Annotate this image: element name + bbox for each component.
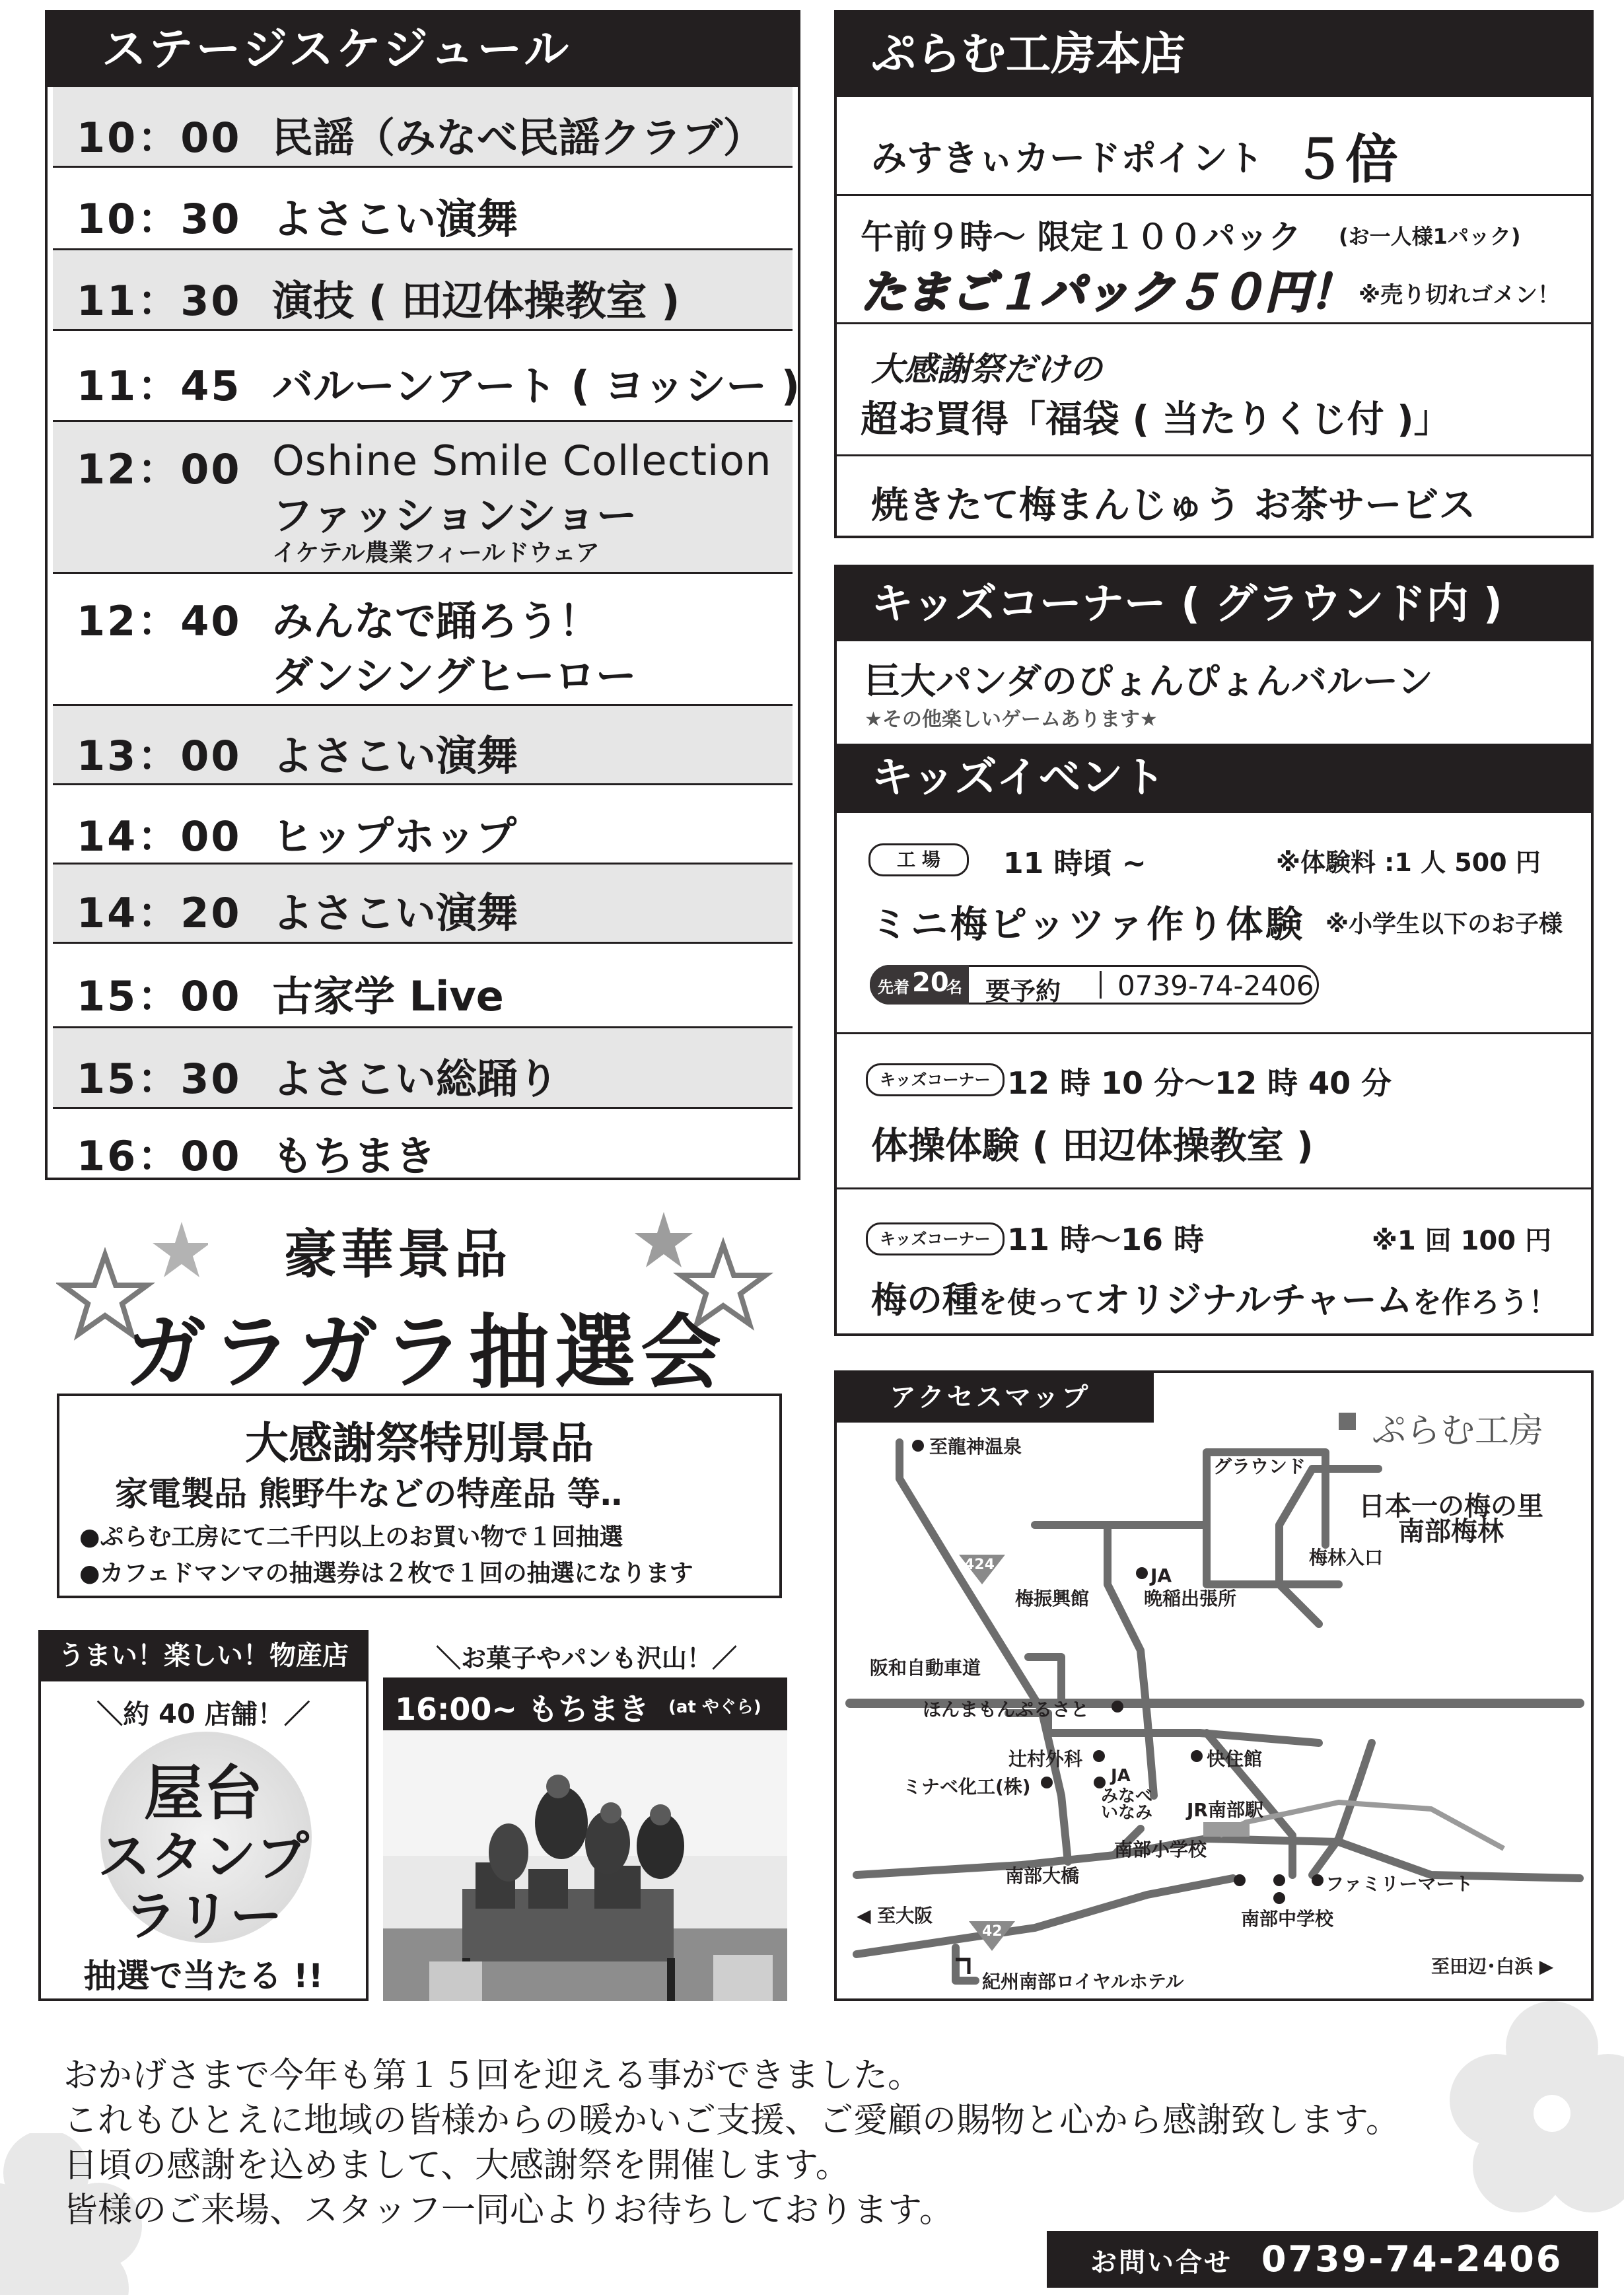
prize-items: 家電製品 熊野牛などの特産品 等‥ <box>115 1475 623 1513</box>
schedule-row <box>53 574 793 706</box>
mochimaki-photo <box>383 1677 787 2001</box>
location-tag: キッズコーナー <box>866 1063 1005 1096</box>
schedule-act: もちまき <box>272 1132 437 1180</box>
event-target: ※小学生以下のお子様 <box>1325 911 1563 938</box>
schedule-time: 16：00 <box>77 1132 242 1180</box>
map-label: ほんまもんぷるさと <box>923 1699 1090 1720</box>
mochimaki-location: (at やぐら) <box>668 1697 761 1717</box>
balloon-note: ★その他楽しいゲームあります★ <box>865 708 1158 731</box>
schedule-row <box>53 87 793 168</box>
egg-time: 午前９時～ 限定１００パック <box>861 218 1302 256</box>
route-424-label: 424 <box>964 1557 995 1573</box>
bussan-big-1: 屋台 <box>144 1759 263 1828</box>
fukubukuro-line1: 大感謝祭だけの <box>871 350 1102 388</box>
schedule-time: 15：30 <box>77 1055 242 1103</box>
logo-mark-icon <box>1339 1413 1356 1430</box>
map-label: 晩稲出張所 <box>1144 1588 1237 1609</box>
map-label: 至龍神温泉 <box>929 1436 1022 1458</box>
event-time: 12 時 10 分～12 時 40 分 <box>1007 1065 1392 1101</box>
map-label: 紀州南部ロイヤルホテル <box>982 1971 1184 1993</box>
plum-blossom-right-decoration <box>1440 2001 1624 2212</box>
schedule-act: 演技 ( 田辺体操教室 ) <box>272 277 680 325</box>
main-store-panel <box>834 10 1594 538</box>
egg-note: ※売り切れゴメン！ <box>1359 282 1561 308</box>
reservation-pill <box>870 965 1319 1005</box>
route-42-label: 42 <box>982 1923 1003 1940</box>
schedule-act: バルーンアート ( ヨッシー ) <box>272 362 800 410</box>
event-title: ミニ梅ピッツァ作り体験 <box>871 903 1306 946</box>
event-title: 体操体験 ( 田辺体操教室 ) <box>871 1125 1314 1168</box>
message-line: 皆様のご来場、スタッフ一同心よりお待ちしております。 <box>63 2191 954 2230</box>
schedule-act: 古家学 Live <box>272 972 504 1020</box>
first-come-label: 先着 <box>878 978 909 997</box>
map-label[interactable]: 至田辺･白浜 ▶ <box>1431 1956 1554 1977</box>
schedule-act: ヒップホップ <box>272 812 517 861</box>
stage-schedule-title: ステージスケジュール <box>48 13 798 87</box>
schedule-act: Oshine Smile Collection <box>272 437 772 485</box>
map-label: ファミリーマート <box>1325 1873 1473 1895</box>
schedule-time: 10：30 <box>77 195 242 243</box>
bussan-prize: 抽選で当たる !! <box>83 1957 324 1995</box>
map-label: JA <box>1111 1766 1131 1786</box>
lottery-heading-large: ガラガラ抽選会 <box>125 1306 726 1399</box>
schedule-row <box>53 331 800 422</box>
kids-event-title: キッズイベント <box>837 744 1591 813</box>
map-label: 日本一の梅の里 <box>1359 1491 1543 1522</box>
schedule-time: 12：00 <box>77 445 242 493</box>
store-fukubukuro-row <box>837 324 1591 456</box>
map-label: JA <box>1150 1565 1172 1586</box>
store-egg-row <box>837 196 1591 324</box>
event-title-part: を使って <box>978 1286 1094 1320</box>
prize-note: ●ぷらむ工房にて二千円以上のお買い物で１回抽選 <box>79 1524 623 1551</box>
kids-corner-title: キッズコーナー ( グラウンド内 ) <box>837 567 1591 641</box>
main-store-title: ぷらむ工房本店 <box>837 13 1591 97</box>
event-title <box>871 1272 1558 1323</box>
map-label: 快住館 <box>1207 1748 1263 1770</box>
kids-event-gymnastics <box>837 1034 1591 1189</box>
event-time: 11 時頃 ~ <box>1003 847 1147 880</box>
event-title-part: 梅の種 <box>871 1279 978 1321</box>
schedule-row <box>53 1109 793 1178</box>
schedule-row <box>53 422 793 574</box>
map-label: 梅振興館 <box>1015 1588 1090 1609</box>
schedule-row <box>53 865 793 944</box>
schedule-time: 15：00 <box>77 972 242 1020</box>
first-come-badge <box>870 965 969 1005</box>
schedule-act-sub: イケテル農業フィールドウェア <box>272 540 600 567</box>
map-label: ミナベ化工(株) <box>903 1776 1031 1798</box>
schedule-time: 11：45 <box>77 362 242 410</box>
map-label: JR南部駅 <box>1187 1799 1263 1821</box>
lottery-heading-small: 豪華景品 <box>284 1224 511 1285</box>
prize-title: 大感謝祭特別景品 <box>245 1418 594 1469</box>
mochimaki-time: 16:00~ もちまき <box>395 1691 649 1727</box>
contact-bar <box>1047 2231 1598 2288</box>
card-point-text: みすきぃカードポイント <box>871 137 1263 179</box>
location-tag: キッズコーナー <box>866 1222 1005 1255</box>
map-label[interactable]: ◀ 至大阪 <box>857 1905 933 1926</box>
schedule-row <box>53 944 793 1028</box>
schedule-time: 10：00 <box>77 114 242 162</box>
map-logo: ぷらむ工房 <box>1372 1411 1544 1451</box>
schedule-act: 民謡（みなべ民謡クラブ） <box>272 114 764 162</box>
stage-schedule-panel <box>45 10 800 1180</box>
mochimaki-caption-bar <box>383 1677 787 1730</box>
store-manju-row <box>837 456 1591 536</box>
message-line: これもひとえに地域の皆様からの暖かいご支援、ご愛顧の賜物と心から感謝致します。 <box>63 2101 1400 2140</box>
schedule-act: よさこい総踊り <box>272 1055 559 1103</box>
contact-label: お問い合せ <box>1090 2247 1232 2278</box>
mochimaki-photo-image <box>383 1730 787 2001</box>
schedule-act-line2: ファッションショー <box>272 491 637 540</box>
balloon-text: 巨大パンダのぴょんぴょんバルーン <box>865 660 1433 702</box>
map-label: グラウンド <box>1213 1456 1306 1477</box>
schedule-row <box>53 168 793 250</box>
card-point-multiplier: ５倍 <box>1292 129 1398 190</box>
map-label: 阪和自動車道 <box>870 1657 981 1679</box>
bussan-panel <box>38 1630 369 2001</box>
egg-price: たまご１パック５０円！ <box>861 267 1355 319</box>
location-tag: 工 場 <box>868 843 969 876</box>
bussan-big-3: ラリー <box>124 1886 283 1947</box>
access-map-title: アクセスマップ <box>837 1373 1154 1423</box>
reservation-phone[interactable]: 0739-74-2406 <box>1117 970 1314 1002</box>
schedule-row <box>53 250 793 331</box>
access-map <box>834 1370 1594 2001</box>
bussan-stores: ＼約 40 店舗！／ <box>96 1699 310 1730</box>
map-label: 梅林入口 <box>1309 1547 1384 1569</box>
message-line: 日頃の感謝を込めまして、大感謝祭を開催します。 <box>63 2146 850 2185</box>
schedule-act: みんなで踊ろう！ <box>272 597 600 645</box>
event-title-part: オリジナルチャーム <box>1094 1279 1413 1321</box>
map-label: いなみ <box>1101 1803 1153 1823</box>
schedule-act: よさこい演舞 <box>272 195 518 243</box>
schedule-act: よさこい演舞 <box>272 732 518 780</box>
schedule-time: 14：20 <box>77 889 242 937</box>
contact-phone[interactable]: 0739-74-2406 <box>1261 2238 1563 2280</box>
map-label: みなべ <box>1101 1786 1153 1806</box>
schedule-time: 11：30 <box>77 277 242 325</box>
manju-text: 焼きたて梅まんじゅう お茶サービス <box>871 484 1476 527</box>
prize-note: ●カフェドマンマの抽選券は２枚で１回の抽選になります <box>79 1560 693 1587</box>
prize-box <box>57 1394 782 1598</box>
bussan-big-2: スタンプ <box>98 1826 309 1888</box>
fukubukuro-line2: 超お買得「福袋 ( 当たりくじ付 )」 <box>861 398 1451 441</box>
mochimaki-tagline: ＼お菓子やパンも沢山！／ <box>436 1644 738 1673</box>
kids-event-pizza <box>837 813 1591 1034</box>
schedule-row <box>53 1028 793 1109</box>
map-label: 南部中学校 <box>1241 1908 1334 1930</box>
schedule-time: 14：00 <box>77 812 242 861</box>
schedule-time: 13：00 <box>77 732 242 780</box>
event-fee: ※1 回 100 円 <box>1372 1226 1551 1256</box>
event-time: 11 時～16 時 <box>1007 1222 1205 1257</box>
kids-panel <box>834 565 1594 1336</box>
egg-limit: (お一人様1パック) <box>1339 224 1521 249</box>
schedule-row <box>53 785 793 865</box>
first-come-number: 20 <box>912 968 949 998</box>
schedule-row <box>53 706 793 785</box>
first-come-unit: 名 <box>946 978 962 997</box>
schedule-act: よさこい演舞 <box>272 889 518 937</box>
schedule-time: 12：40 <box>77 597 242 645</box>
map-label: 南部小学校 <box>1114 1839 1207 1860</box>
bussan-title: うまい！楽しい！物産店 <box>38 1630 369 1681</box>
event-fee: ※体験料 :1 人 500 円 <box>1276 848 1541 877</box>
kids-event-charm <box>837 1189 1591 1333</box>
event-title-part: を作ろう！ <box>1412 1286 1558 1320</box>
reservation-required: 要予約 <box>985 977 1061 1006</box>
schedule-act-line2: ダンシングヒーロー <box>272 652 637 700</box>
map-label: 辻村外科 <box>1008 1748 1083 1770</box>
message-line: おかげさまで今年も第１５回を迎える事ができました。 <box>63 2056 923 2096</box>
map-label: 南部梅林 <box>1398 1516 1504 1547</box>
store-card-row <box>837 97 1591 196</box>
pill-divider <box>1100 971 1102 999</box>
map-label: 南部大橋 <box>1005 1865 1080 1887</box>
